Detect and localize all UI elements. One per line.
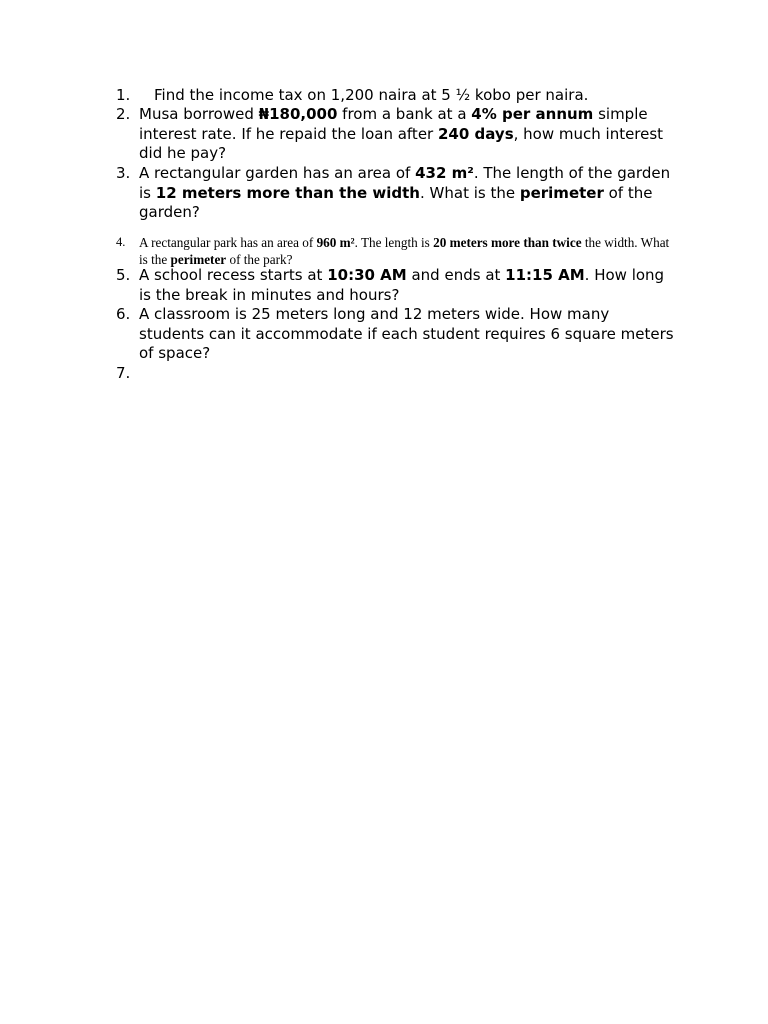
bold-perimeter: perimeter bbox=[519, 183, 604, 202]
bold-duration: 240 days bbox=[437, 124, 514, 143]
bold-area: 432 m² bbox=[415, 164, 474, 182]
bold-rate: 4% per annum bbox=[471, 105, 594, 123]
question-number: 3. bbox=[116, 164, 131, 182]
question-text: Find the income tax on 1,200 naira at 5 ½ kobo per naira. bbox=[154, 86, 589, 104]
question-6 bbox=[116, 305, 676, 364]
question-number: 4. bbox=[116, 235, 126, 249]
question-5 bbox=[116, 266, 676, 305]
bold-perimeter: perimeter bbox=[170, 252, 227, 267]
question-number: 5. bbox=[116, 266, 131, 284]
question-2 bbox=[116, 105, 676, 164]
question-1 bbox=[116, 86, 676, 106]
question-number: 2. bbox=[116, 105, 131, 123]
question-number: 7. bbox=[116, 364, 131, 382]
question-4 bbox=[116, 234, 676, 268]
question-text: A classroom is 25 meters long and 12 meters wide. How many students can it accommodate if each student requires 6 square meters of space? bbox=[139, 305, 674, 363]
bold-end-time: 11:15 AM bbox=[505, 266, 585, 284]
question-text: A rectangular garden has an area of 432 m². The length of the garden is 12 meters more than the width. What is the perimeter of the garden? bbox=[139, 164, 671, 222]
bold-length-relation: 12 meters more than the width bbox=[155, 183, 420, 202]
bold-amount: ₦180,000 bbox=[258, 105, 338, 123]
question-3 bbox=[116, 164, 676, 223]
question-number: 1. bbox=[116, 86, 131, 104]
question-number: 6. bbox=[116, 305, 131, 323]
bold-length-relation: 20 meters more than twice bbox=[433, 235, 582, 250]
bold-start-time: 10:30 AM bbox=[327, 266, 407, 284]
question-text: A rectangular park has an area of 960 m². The length is 20 meters more than twice the width. What is the perimeter of the park? bbox=[139, 235, 670, 267]
question-text: A school recess starts at 10:30 AM and ends at 11:15 AM. How long is the break in minutes and hours? bbox=[139, 266, 665, 304]
question-text: Musa borrowed ₦180,000 from a bank at a 4% per annum simple interest rate. If he repaid the loan after 240 days, how much interest did he pay? bbox=[139, 105, 664, 163]
bold-area: 960 m² bbox=[316, 235, 355, 250]
